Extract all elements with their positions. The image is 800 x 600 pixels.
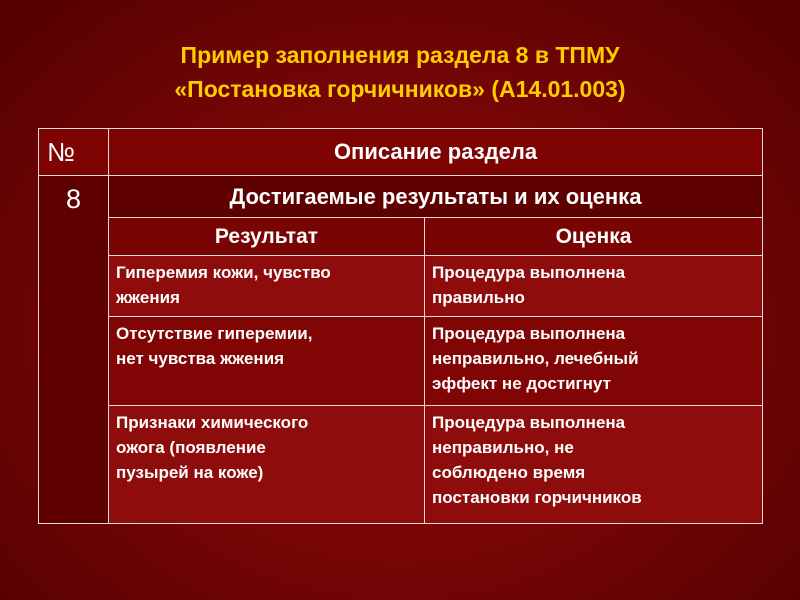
evaluation-column-header: Оценка [425,218,763,256]
result-line: ожога (появление [116,438,266,457]
result-cell [109,406,425,524]
slide-title-line-1: Пример заполнения раздела 8 в ТПМУ [180,42,620,68]
evaluation-line: неправильно, лечебный [432,349,639,368]
evaluation-line: Процедура выполнена [432,263,626,282]
section-number: 8 [39,176,109,524]
result-cell [109,256,425,317]
section-row [39,176,763,218]
result-cell [109,317,425,406]
slide-title-line-2: «Постановка горчичников» (А14.01.003) [174,76,626,102]
result-line: жжения [116,288,180,307]
result-line: нет чувства жжения [116,349,285,368]
evaluation-cell [425,406,763,524]
section-table [38,128,763,524]
evaluation-cell [425,317,763,406]
result-line: Отсутствие гиперемии, [116,324,313,343]
evaluation-line: соблюдено время [432,463,586,482]
table-row [39,406,763,524]
table-row [39,317,763,406]
table-row [39,256,763,317]
evaluation-line: неправильно, не [432,438,574,457]
evaluation-line: эффект не достигнут [432,374,611,393]
evaluation-line: постановки горчичников [432,488,642,507]
table-header-row [39,129,763,176]
section-title: Достигаемые результаты и их оценка [109,176,763,218]
description-column-header: Описание раздела [109,129,763,176]
result-column-header: Результат [109,218,425,256]
number-column-header: № [39,129,109,176]
evaluation-cell [425,256,763,317]
result-line: Признаки химического [116,413,309,432]
evaluation-line: Процедура выполнена [432,413,626,432]
evaluation-line: правильно [432,288,525,307]
result-line: Гиперемия кожи, чувство [116,263,331,282]
evaluation-line: Процедура выполнена [432,324,626,343]
subheader-row [39,218,763,256]
result-line: пузырей на коже) [116,463,264,482]
slide-title [0,38,800,106]
